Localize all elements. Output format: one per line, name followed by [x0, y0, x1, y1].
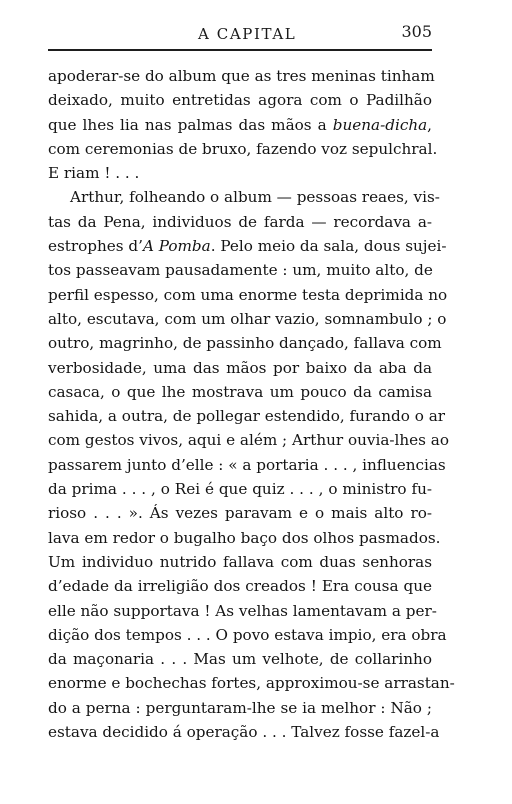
text-line: [48, 696, 432, 720]
text-line: [48, 113, 432, 137]
text-segment: alto, escutava, com um olhar vazio, somnambulo ; o: [48, 309, 447, 328]
text-segment: rioso . . . ». Ás vezes paravam e o mais alto ro-: [48, 504, 432, 523]
text-segment: enorme e bochechas fortes, approximou-se arrastan-: [48, 674, 455, 693]
text-segment: com gestos vivos, aqui e além ; Arthur ouvia-lhes ao: [48, 431, 449, 450]
text-line: [48, 453, 446, 477]
text-segment: . Pelo meio da sala, dous sujei-: [210, 237, 447, 256]
text-line: [48, 137, 438, 161]
text-segment: Arthur, folheando o album — pessoas reaes, vis-: [70, 188, 440, 207]
text-segment: com ceremonias de bruxo, fazendo voz sepulchral.: [48, 139, 438, 158]
text-segment: ,: [427, 115, 432, 134]
text-segment: tas da Pena, individuos de farda — recordava a-: [48, 212, 432, 231]
text-line: [48, 307, 447, 331]
text-line: [48, 331, 442, 355]
text-line: [48, 623, 447, 647]
text-line: [48, 185, 440, 209]
page-header: [48, 22, 432, 48]
text-line: [48, 210, 432, 234]
text-segment: deixado, muito entretidas agora com o Padilhão: [48, 91, 432, 110]
text-line: [48, 526, 441, 550]
text-line: [48, 88, 432, 112]
text-line: [48, 428, 449, 452]
header-rule: [48, 49, 432, 51]
text-segment: casaca, o que lhe mostrava um pouco da camisa: [48, 382, 432, 401]
text-segment: lava em redor o bugalho baço dos olhos pasmados.: [48, 528, 441, 547]
text-segment: estrophes d’: [48, 237, 143, 256]
text-segment: E riam ! . . .: [48, 164, 140, 183]
text-line: [48, 234, 447, 258]
text-line: [48, 258, 432, 282]
running-title: A CAPITAL: [198, 25, 297, 43]
text-line: [48, 720, 440, 744]
text-line: [48, 501, 432, 525]
text-segment: Um individuo nutrido fallava com duas senhoras: [48, 552, 432, 571]
text-segment: perfil espesso, com uma enorme testa deprimida no: [48, 285, 448, 304]
text-segment: outro, magrinho, de passinho dançado, fallava com: [48, 334, 442, 353]
text-segment: sahida, a outra, de pollegar estendido, furando o ar: [48, 407, 446, 426]
page-number: 305: [401, 22, 432, 41]
text-segment: da maçonaria . . . Mas um velhote, de collarinho: [48, 650, 432, 669]
text-segment: dição dos tempos . . . O povo estava impio, era obra: [48, 625, 447, 644]
text-segment: do a perna : perguntaram-lhe se ia melhor : Não ;: [48, 698, 432, 717]
text-segment: apoderar-se do album que as tres meninas tinham: [48, 67, 435, 85]
text-segment: que lhes lia nas palmas das mãos a: [48, 115, 333, 134]
text-segment: elle não supportava ! As velhas lamentavam a per-: [48, 601, 437, 620]
text-line: [48, 283, 448, 307]
text-segment: verbosidade, uma das mãos por baixo da aba da: [48, 358, 432, 377]
text-line: [48, 671, 455, 695]
italic-text: A Pomba: [142, 237, 211, 256]
text-line: [48, 550, 432, 574]
text-line: [48, 404, 446, 428]
text-segment: tos passeavam pausadamente : um, muito alto, de: [48, 261, 433, 280]
text-segment: passarem junto d’elle : « a portaria . . . , influencias: [48, 455, 446, 474]
text-line: [48, 599, 437, 623]
text-line: [48, 380, 432, 404]
text-segment: d’edade da irreligião dos creados ! Era cousa que: [48, 577, 432, 596]
text-segment: estava decidido á operação . . . Talvez fosse fazel-a: [48, 723, 440, 742]
text-segment: da prima . . . , o Rei é que quiz . . . , o ministro fu-: [48, 480, 432, 499]
italic-text: buena-dicha: [332, 115, 428, 134]
text-line: [48, 477, 432, 501]
text-line: [48, 574, 432, 598]
text-line: [48, 64, 435, 88]
text-line: [48, 356, 432, 380]
body-text: [48, 64, 455, 744]
text-line: [48, 161, 432, 185]
text-line: [48, 647, 432, 671]
